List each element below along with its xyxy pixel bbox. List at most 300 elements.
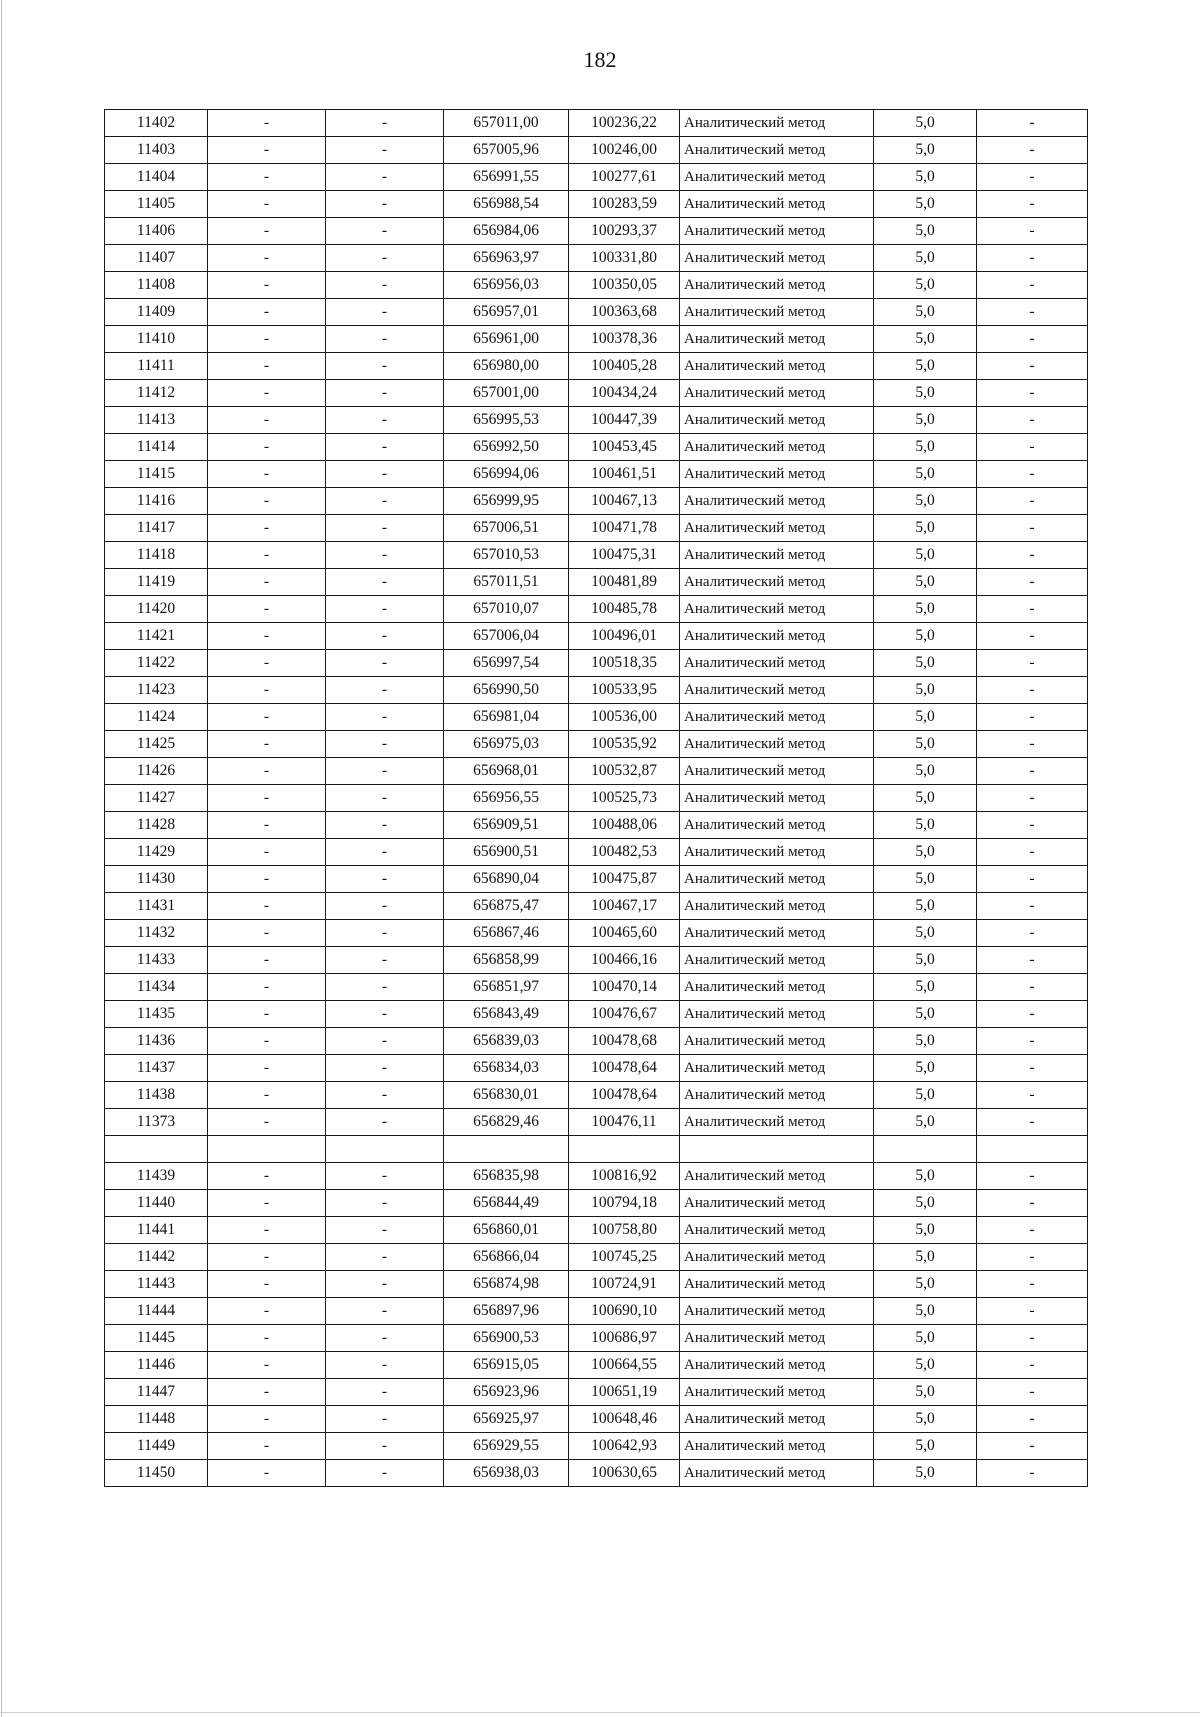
coordinate-x-cell: 656844,49	[444, 1190, 569, 1217]
coordinate-x-cell: 656988,54	[444, 191, 569, 218]
gap-cell	[569, 1136, 680, 1163]
method-cell: Аналитический метод	[680, 1217, 874, 1244]
point-number-cell: 11447	[105, 1379, 208, 1406]
method-cell: Аналитический метод	[680, 1460, 874, 1487]
empty-value-cell: -	[977, 785, 1088, 812]
empty-value-cell: -	[977, 947, 1088, 974]
coordinate-x-cell: 656875,47	[444, 893, 569, 920]
empty-value-cell: -	[326, 596, 444, 623]
method-cell: Аналитический метод	[680, 920, 874, 947]
empty-value-cell: -	[977, 1163, 1088, 1190]
method-cell: Аналитический метод	[680, 1163, 874, 1190]
empty-value-cell: -	[326, 1244, 444, 1271]
empty-value-cell: -	[977, 110, 1088, 137]
accuracy-cell: 5,0	[874, 326, 977, 353]
table-row	[105, 758, 1088, 785]
method-cell: Аналитический метод	[680, 596, 874, 623]
point-number-cell: 11412	[105, 380, 208, 407]
empty-value-cell: -	[208, 1055, 326, 1082]
empty-value-cell: -	[977, 569, 1088, 596]
empty-value-cell: -	[208, 434, 326, 461]
method-cell: Аналитический метод	[680, 893, 874, 920]
empty-value-cell: -	[326, 1352, 444, 1379]
empty-value-cell: -	[326, 731, 444, 758]
coordinate-x-cell: 656890,04	[444, 866, 569, 893]
coordinate-y-cell: 100745,25	[569, 1244, 680, 1271]
empty-value-cell: -	[977, 758, 1088, 785]
table-row	[105, 812, 1088, 839]
method-cell: Аналитический метод	[680, 1325, 874, 1352]
method-cell: Аналитический метод	[680, 137, 874, 164]
empty-value-cell: -	[977, 1433, 1088, 1460]
accuracy-cell: 5,0	[874, 623, 977, 650]
empty-value-cell: -	[326, 1082, 444, 1109]
coordinate-x-cell: 656900,51	[444, 839, 569, 866]
point-number-cell: 11421	[105, 623, 208, 650]
accuracy-cell: 5,0	[874, 191, 977, 218]
point-number-cell: 11426	[105, 758, 208, 785]
empty-value-cell: -	[326, 704, 444, 731]
empty-value-cell: -	[208, 542, 326, 569]
empty-value-cell: -	[977, 1298, 1088, 1325]
empty-value-cell: -	[326, 920, 444, 947]
empty-value-cell: -	[326, 947, 444, 974]
coordinate-y-cell: 100475,87	[569, 866, 680, 893]
point-number-cell: 11441	[105, 1217, 208, 1244]
coordinate-y-cell: 100478,64	[569, 1082, 680, 1109]
coordinate-y-cell: 100405,28	[569, 353, 680, 380]
coordinate-x-cell: 657006,51	[444, 515, 569, 542]
empty-value-cell: -	[208, 407, 326, 434]
point-number-cell: 11442	[105, 1244, 208, 1271]
method-cell: Аналитический метод	[680, 488, 874, 515]
scan-edge-bottom	[0, 1712, 1200, 1713]
coordinate-x-cell: 656956,55	[444, 785, 569, 812]
point-number-cell: 11409	[105, 299, 208, 326]
coordinate-x-cell: 657005,96	[444, 137, 569, 164]
point-number-cell: 11437	[105, 1055, 208, 1082]
empty-value-cell: -	[977, 380, 1088, 407]
method-cell: Аналитический метод	[680, 785, 874, 812]
point-number-cell: 11413	[105, 407, 208, 434]
point-number-cell: 11418	[105, 542, 208, 569]
method-cell: Аналитический метод	[680, 974, 874, 1001]
point-number-cell: 11429	[105, 839, 208, 866]
accuracy-cell: 5,0	[874, 1460, 977, 1487]
point-number-cell: 11422	[105, 650, 208, 677]
accuracy-cell: 5,0	[874, 461, 977, 488]
empty-value-cell: -	[326, 677, 444, 704]
coordinate-y-cell: 100724,91	[569, 1271, 680, 1298]
empty-value-cell: -	[977, 1325, 1088, 1352]
coordinate-x-cell: 657010,53	[444, 542, 569, 569]
empty-value-cell: -	[208, 1379, 326, 1406]
coordinate-y-cell: 100532,87	[569, 758, 680, 785]
table-row	[105, 1001, 1088, 1028]
coordinate-y-cell: 100794,18	[569, 1190, 680, 1217]
accuracy-cell: 5,0	[874, 1082, 977, 1109]
table-row	[105, 1028, 1088, 1055]
empty-value-cell: -	[977, 1190, 1088, 1217]
empty-value-cell: -	[208, 947, 326, 974]
empty-value-cell: -	[208, 1460, 326, 1487]
coordinate-y-cell: 100648,46	[569, 1406, 680, 1433]
method-cell: Аналитический метод	[680, 164, 874, 191]
accuracy-cell: 5,0	[874, 677, 977, 704]
empty-value-cell: -	[208, 245, 326, 272]
empty-value-cell: -	[208, 515, 326, 542]
table-row	[105, 866, 1088, 893]
empty-value-cell: -	[326, 1271, 444, 1298]
table-row	[105, 1055, 1088, 1082]
accuracy-cell: 5,0	[874, 812, 977, 839]
point-number-cell: 11449	[105, 1433, 208, 1460]
accuracy-cell: 5,0	[874, 866, 977, 893]
empty-value-cell: -	[208, 623, 326, 650]
empty-value-cell: -	[977, 1217, 1088, 1244]
coordinate-x-cell: 656968,01	[444, 758, 569, 785]
point-number-cell: 11406	[105, 218, 208, 245]
empty-value-cell: -	[208, 1352, 326, 1379]
empty-value-cell: -	[977, 1001, 1088, 1028]
method-cell: Аналитический метод	[680, 1271, 874, 1298]
point-number-cell: 11440	[105, 1190, 208, 1217]
coordinate-x-cell: 656981,04	[444, 704, 569, 731]
empty-value-cell: -	[208, 353, 326, 380]
accuracy-cell: 5,0	[874, 785, 977, 812]
table-row	[105, 785, 1088, 812]
empty-value-cell: -	[977, 893, 1088, 920]
point-number-cell: 11428	[105, 812, 208, 839]
empty-value-cell: -	[326, 1406, 444, 1433]
empty-value-cell: -	[326, 839, 444, 866]
method-cell: Аналитический метод	[680, 380, 874, 407]
empty-value-cell: -	[208, 596, 326, 623]
table-row	[105, 1460, 1088, 1487]
accuracy-cell: 5,0	[874, 596, 977, 623]
method-cell: Аналитический метод	[680, 1352, 874, 1379]
accuracy-cell: 5,0	[874, 1325, 977, 1352]
empty-value-cell: -	[977, 650, 1088, 677]
empty-value-cell: -	[977, 839, 1088, 866]
empty-value-cell: -	[977, 434, 1088, 461]
empty-value-cell: -	[326, 812, 444, 839]
empty-value-cell: -	[977, 542, 1088, 569]
point-number-cell: 11414	[105, 434, 208, 461]
coordinate-x-cell: 656963,97	[444, 245, 569, 272]
coordinate-y-cell: 100465,60	[569, 920, 680, 947]
empty-value-cell: -	[208, 1082, 326, 1109]
empty-value-cell: -	[208, 704, 326, 731]
coordinate-x-cell: 657011,00	[444, 110, 569, 137]
point-number-cell: 11448	[105, 1406, 208, 1433]
accuracy-cell: 5,0	[874, 353, 977, 380]
coordinate-y-cell: 100518,35	[569, 650, 680, 677]
coordinate-y-cell: 100482,53	[569, 839, 680, 866]
accuracy-cell: 5,0	[874, 1352, 977, 1379]
table-row	[105, 1379, 1088, 1406]
accuracy-cell: 5,0	[874, 1433, 977, 1460]
empty-value-cell: -	[326, 1325, 444, 1352]
point-number-cell: 11431	[105, 893, 208, 920]
coordinate-x-cell: 656866,04	[444, 1244, 569, 1271]
coordinate-y-cell: 100496,01	[569, 623, 680, 650]
table-row	[105, 515, 1088, 542]
accuracy-cell: 5,0	[874, 839, 977, 866]
coordinate-y-cell: 100246,00	[569, 137, 680, 164]
gap-cell	[977, 1136, 1088, 1163]
coordinates-table	[104, 109, 1088, 1487]
empty-value-cell: -	[208, 569, 326, 596]
coordinate-y-cell: 100470,14	[569, 974, 680, 1001]
coordinate-y-cell: 100236,22	[569, 110, 680, 137]
table-row	[105, 1163, 1088, 1190]
empty-value-cell: -	[977, 407, 1088, 434]
table-row	[105, 947, 1088, 974]
method-cell: Аналитический метод	[680, 1109, 874, 1136]
coordinate-x-cell: 656929,55	[444, 1433, 569, 1460]
empty-value-cell: -	[977, 731, 1088, 758]
empty-value-cell: -	[977, 1028, 1088, 1055]
table-row	[105, 893, 1088, 920]
coordinate-y-cell: 100651,19	[569, 1379, 680, 1406]
point-number-cell: 11407	[105, 245, 208, 272]
empty-value-cell: -	[208, 812, 326, 839]
empty-value-cell: -	[326, 1190, 444, 1217]
point-number-cell: 11415	[105, 461, 208, 488]
empty-value-cell: -	[977, 974, 1088, 1001]
empty-value-cell: -	[977, 677, 1088, 704]
table-row	[105, 434, 1088, 461]
accuracy-cell: 5,0	[874, 1055, 977, 1082]
empty-value-cell: -	[208, 920, 326, 947]
empty-value-cell: -	[977, 1082, 1088, 1109]
point-number-cell: 11411	[105, 353, 208, 380]
empty-value-cell: -	[326, 1298, 444, 1325]
table-row	[105, 731, 1088, 758]
empty-value-cell: -	[977, 461, 1088, 488]
empty-value-cell: -	[326, 974, 444, 1001]
empty-value-cell: -	[326, 110, 444, 137]
accuracy-cell: 5,0	[874, 164, 977, 191]
point-number-cell: 11420	[105, 596, 208, 623]
empty-value-cell: -	[326, 758, 444, 785]
empty-value-cell: -	[208, 461, 326, 488]
empty-value-cell: -	[208, 488, 326, 515]
table-row	[105, 839, 1088, 866]
method-cell: Аналитический метод	[680, 245, 874, 272]
coordinate-y-cell: 100283,59	[569, 191, 680, 218]
scan-edge-left	[1, 0, 2, 1717]
table-row	[105, 920, 1088, 947]
coordinate-x-cell: 656909,51	[444, 812, 569, 839]
empty-value-cell: -	[208, 866, 326, 893]
accuracy-cell: 5,0	[874, 704, 977, 731]
accuracy-cell: 5,0	[874, 1406, 977, 1433]
coordinate-x-cell: 656975,03	[444, 731, 569, 758]
method-cell: Аналитический метод	[680, 1082, 874, 1109]
empty-value-cell: -	[326, 569, 444, 596]
method-cell: Аналитический метод	[680, 515, 874, 542]
empty-value-cell: -	[208, 785, 326, 812]
coordinate-x-cell: 656830,01	[444, 1082, 569, 1109]
coordinate-y-cell: 100467,13	[569, 488, 680, 515]
method-cell: Аналитический метод	[680, 1055, 874, 1082]
accuracy-cell: 5,0	[874, 380, 977, 407]
method-cell: Аналитический метод	[680, 191, 874, 218]
point-number-cell: 11410	[105, 326, 208, 353]
accuracy-cell: 5,0	[874, 299, 977, 326]
empty-value-cell: -	[208, 1298, 326, 1325]
empty-value-cell: -	[208, 1163, 326, 1190]
table-row	[105, 1298, 1088, 1325]
method-cell: Аналитический метод	[680, 731, 874, 758]
coordinate-y-cell: 100481,89	[569, 569, 680, 596]
table-row	[105, 1271, 1088, 1298]
empty-value-cell: -	[208, 758, 326, 785]
accuracy-cell: 5,0	[874, 1379, 977, 1406]
empty-value-cell: -	[977, 596, 1088, 623]
accuracy-cell: 5,0	[874, 218, 977, 245]
empty-value-cell: -	[977, 164, 1088, 191]
empty-value-cell: -	[326, 866, 444, 893]
coordinate-y-cell: 100478,64	[569, 1055, 680, 1082]
method-cell: Аналитический метод	[680, 1028, 874, 1055]
empty-value-cell: -	[326, 272, 444, 299]
coordinate-y-cell: 100535,92	[569, 731, 680, 758]
empty-value-cell: -	[208, 191, 326, 218]
empty-value-cell: -	[326, 650, 444, 677]
accuracy-cell: 5,0	[874, 1217, 977, 1244]
point-number-cell: 11436	[105, 1028, 208, 1055]
method-cell: Аналитический метод	[680, 812, 874, 839]
gap-cell	[105, 1136, 208, 1163]
empty-value-cell: -	[326, 1109, 444, 1136]
coordinate-x-cell: 656874,98	[444, 1271, 569, 1298]
method-cell: Аналитический метод	[680, 947, 874, 974]
empty-value-cell: -	[208, 1325, 326, 1352]
method-cell: Аналитический метод	[680, 1190, 874, 1217]
table-row	[105, 407, 1088, 434]
method-cell: Аналитический метод	[680, 623, 874, 650]
coordinate-x-cell: 656923,96	[444, 1379, 569, 1406]
method-cell: Аналитический метод	[680, 461, 874, 488]
table-row	[105, 326, 1088, 353]
empty-value-cell: -	[977, 1352, 1088, 1379]
accuracy-cell: 5,0	[874, 434, 977, 461]
point-number-cell: 11444	[105, 1298, 208, 1325]
empty-value-cell: -	[208, 218, 326, 245]
coordinate-y-cell: 100350,05	[569, 272, 680, 299]
point-number-cell: 11450	[105, 1460, 208, 1487]
method-cell: Аналитический метод	[680, 218, 874, 245]
coordinate-x-cell: 656829,46	[444, 1109, 569, 1136]
empty-value-cell: -	[208, 1433, 326, 1460]
accuracy-cell: 5,0	[874, 1163, 977, 1190]
coordinate-y-cell: 100476,11	[569, 1109, 680, 1136]
empty-value-cell: -	[326, 1379, 444, 1406]
table-row	[105, 1433, 1088, 1460]
coordinate-x-cell: 656990,50	[444, 677, 569, 704]
empty-value-cell: -	[208, 1271, 326, 1298]
coordinate-y-cell: 100664,55	[569, 1352, 680, 1379]
empty-value-cell: -	[326, 380, 444, 407]
empty-value-cell: -	[977, 218, 1088, 245]
empty-value-cell: -	[208, 1028, 326, 1055]
empty-value-cell: -	[208, 299, 326, 326]
method-cell: Аналитический метод	[680, 866, 874, 893]
empty-value-cell: -	[326, 893, 444, 920]
coordinates-table-body	[105, 110, 1088, 1487]
table-row	[105, 1217, 1088, 1244]
empty-value-cell: -	[208, 1109, 326, 1136]
coordinate-y-cell: 100467,17	[569, 893, 680, 920]
coordinate-x-cell: 656956,03	[444, 272, 569, 299]
empty-value-cell: -	[208, 893, 326, 920]
empty-value-cell: -	[326, 461, 444, 488]
table-row	[105, 1082, 1088, 1109]
coordinate-y-cell: 100485,78	[569, 596, 680, 623]
method-cell: Аналитический метод	[680, 299, 874, 326]
empty-value-cell: -	[326, 1460, 444, 1487]
table-row	[105, 164, 1088, 191]
point-number-cell: 11434	[105, 974, 208, 1001]
coordinate-x-cell: 656991,55	[444, 164, 569, 191]
table-row	[105, 137, 1088, 164]
empty-value-cell: -	[326, 1433, 444, 1460]
point-number-cell: 11433	[105, 947, 208, 974]
table-row	[105, 1109, 1088, 1136]
empty-value-cell: -	[326, 542, 444, 569]
coordinate-x-cell: 656858,99	[444, 947, 569, 974]
empty-value-cell: -	[208, 326, 326, 353]
empty-value-cell: -	[977, 1109, 1088, 1136]
accuracy-cell: 5,0	[874, 920, 977, 947]
empty-value-cell: -	[977, 1379, 1088, 1406]
coordinate-y-cell: 100471,78	[569, 515, 680, 542]
empty-value-cell: -	[208, 1001, 326, 1028]
accuracy-cell: 5,0	[874, 758, 977, 785]
method-cell: Аналитический метод	[680, 353, 874, 380]
point-number-cell: 11446	[105, 1352, 208, 1379]
coordinate-x-cell: 656994,06	[444, 461, 569, 488]
coordinate-y-cell: 100461,51	[569, 461, 680, 488]
empty-value-cell: -	[208, 731, 326, 758]
empty-value-cell: -	[208, 1217, 326, 1244]
empty-value-cell: -	[977, 272, 1088, 299]
point-number-cell: 11408	[105, 272, 208, 299]
accuracy-cell: 5,0	[874, 245, 977, 272]
empty-value-cell: -	[326, 191, 444, 218]
coordinate-x-cell: 657006,04	[444, 623, 569, 650]
point-number-cell: 11403	[105, 137, 208, 164]
method-cell: Аналитический метод	[680, 1406, 874, 1433]
table-row	[105, 704, 1088, 731]
table-row	[105, 1406, 1088, 1433]
coordinate-y-cell: 100331,80	[569, 245, 680, 272]
method-cell: Аналитический метод	[680, 1433, 874, 1460]
point-number-cell: 11423	[105, 677, 208, 704]
empty-value-cell: -	[208, 164, 326, 191]
empty-value-cell: -	[977, 920, 1088, 947]
coordinate-x-cell: 656851,97	[444, 974, 569, 1001]
point-number-cell: 11432	[105, 920, 208, 947]
accuracy-cell: 5,0	[874, 1001, 977, 1028]
empty-value-cell: -	[208, 974, 326, 1001]
coordinate-x-cell: 656938,03	[444, 1460, 569, 1487]
coordinate-x-cell: 656999,95	[444, 488, 569, 515]
table-row	[105, 623, 1088, 650]
